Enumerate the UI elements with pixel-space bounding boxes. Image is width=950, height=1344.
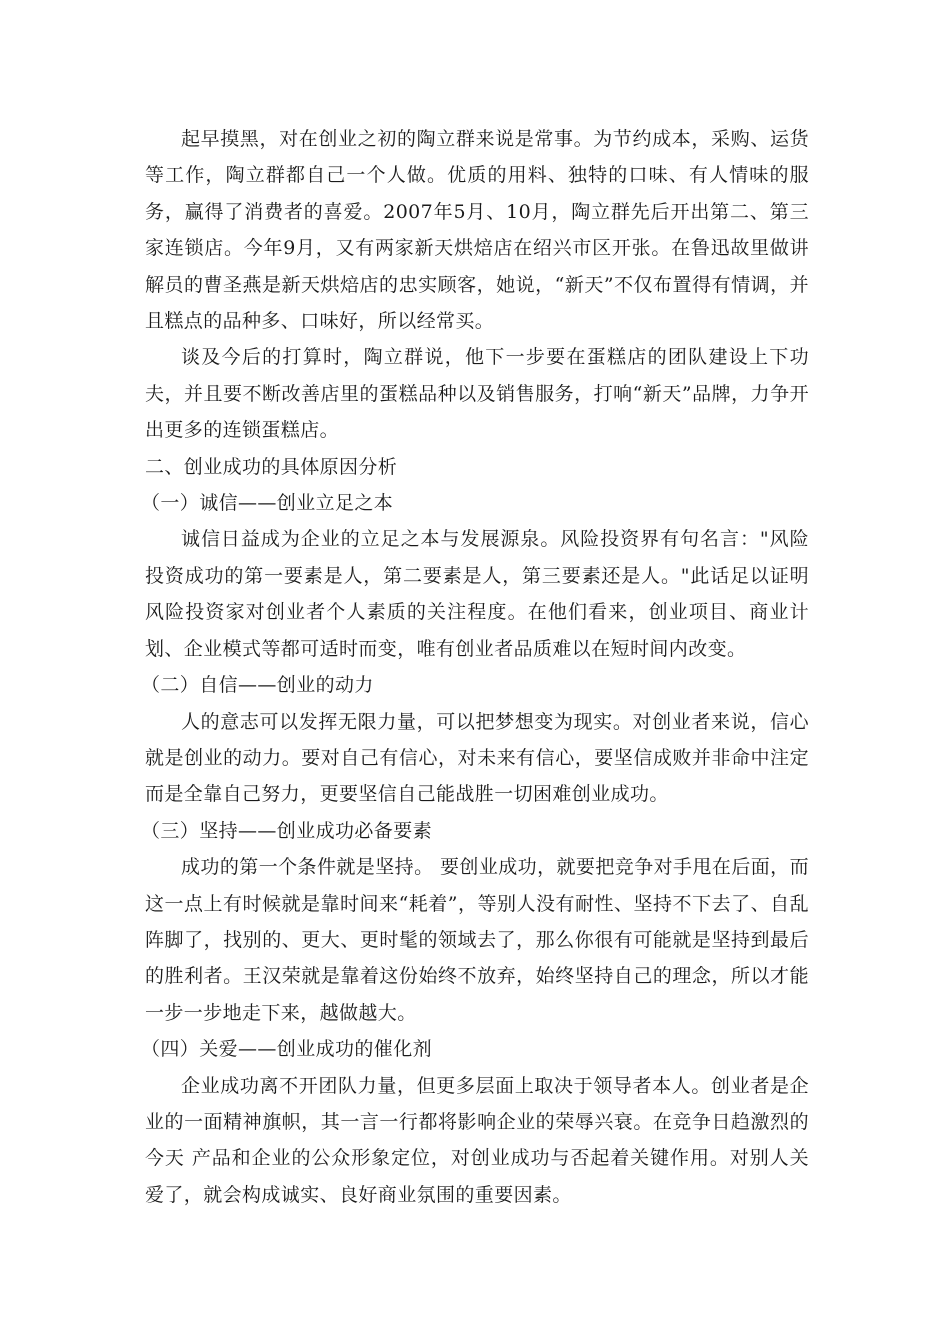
subsection-heading-4: （四）关爱——创业成功的催化剂 xyxy=(141,1038,433,1061)
subsection-heading-2: （二）自信——创业的动力 xyxy=(141,674,374,697)
paragraph-persistence: 成功的第一个条件就是坚持。 要创业成功，就要把竞争对手甩在后面，而 这一点上有时候就是靠时间来“耗着”，等别人没有耐性、坚持不下去了、自乱阵脚了，找别的、更大、更时髦的领域去了，那么你很有可能就是坚持到最后的胜利者。王汉荣就是靠着这份始终不放弃，始终坚持自己的理念，所以才能一步一步地走下来，越做越大。 xyxy=(145,856,809,1024)
paragraph-early-days: 起早摸黑，对在创业之初的陶立群来说是常事。为节约成本，采购、运货等工作，陶立群都自己一个人做。优质的用料、独特的口味、有人情味的服务，赢得了消费者的喜爱。2007年5月、10月，陶立群先后开出第二、第三家连锁店。今年9月，又有两家新天烘焙店在绍兴市区开张。在鲁迅故里做讲解员的曹圣燕是新天烘焙店的忠实顾客，她说，“新天”不仅布置得有情调，并且糕点的品种多、口味好，所以经常买。 xyxy=(145,128,809,333)
paragraph-confidence: 人的意志可以发挥无限力量，可以把梦想变为现实。对创业者来说，信心就是创业的动力。要对自己有信心，对未来有信心，要坚信成败并非命中注定而是全靠自己努力，更要坚信自己能战胜一切困难创业成功。 xyxy=(145,710,809,806)
paragraph-future-plans: 谈及今后的打算时，陶立群说，他下一步要在蛋糕店的团队建设上下功夫，并且要不断改善店里的蛋糕品种以及销售服务，打响“新天”品牌，力争开出更多的连锁蛋糕店。 xyxy=(145,346,809,442)
subsection-heading-3: （三）坚持——创业成功必备要素 xyxy=(141,819,433,842)
paragraph-care: 企业成功离不开团队力量，但更多层面上取决于领导者本人。创业者是企业的一面精神旗帜，其一言一行都将影响企业的荣辱兴衰。在竞争日趋激烈的今天 产品和企业的公众形象定位，对创业成功与否起着关键作用。对别人关爱了，就会构成诚实、良好商业氛围的重要因素。 xyxy=(145,1074,809,1206)
document-body xyxy=(141,121,809,1213)
section-heading-2: 二、创业成功的具体原因分析 xyxy=(145,455,398,478)
paragraph-integrity: 诚信日益成为企业的立足之本与发展源泉。风险投资界有句名言："风险投资成功的第一要素是人，第二要素是人，第三要素还是人。"此话足以证明风险投资家对创业者个人素质的关注程度。在他们看来，创业项目、商业计划、企业模式等都可适时而变，唯有创业者品质难以在短时间内改变。 xyxy=(145,528,809,660)
subsection-heading-1: （一）诚信——创业立足之本 xyxy=(141,492,394,515)
